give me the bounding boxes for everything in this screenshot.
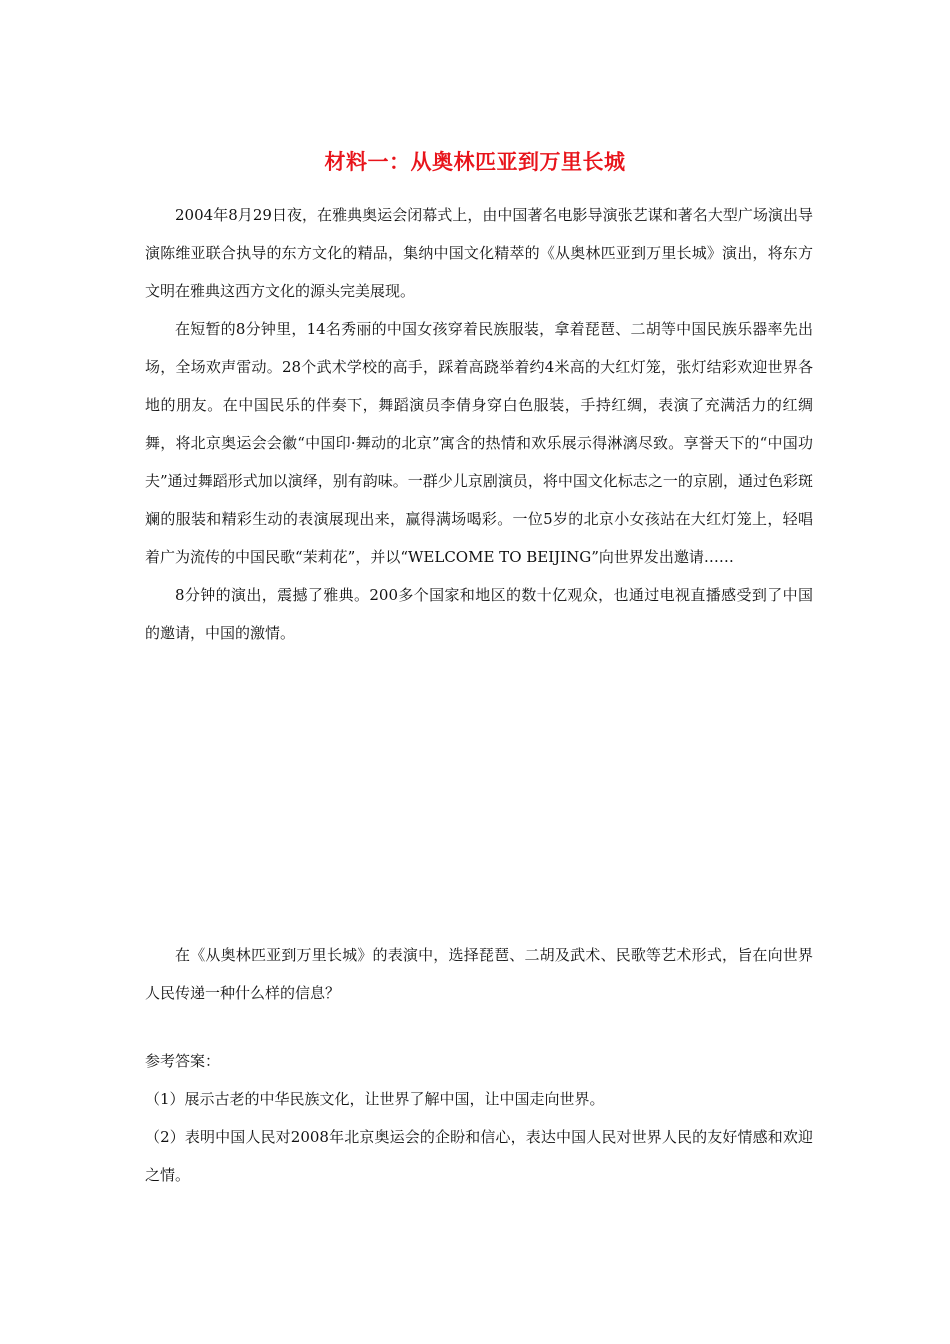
article-paragraph: 在短暂的8分钟里，14名秀丽的中国女孩穿着民族服装，拿着琵琶、二胡等中国民族乐器率先出场，全场欢声雷动。28个武术学校的高手，踩着高跷举着约4米高的大红灯笼，张灯结彩欢迎世界各地的朋友。在中国民乐的伴奏下，舞蹈演员李倩身穿白色服装，手持红绸，表演了充满活力的红绸舞，将北京奥运会会徽“中国印·舞动的北京”寓含的热情和欢乐展示得淋漓尽致。享誉天下的“中国功夫”通过舞蹈形式加以演绎，别有韵味。一群少儿京剧演员，将中国文化标志之一的京剧，通过色彩斑斓的服装和精彩生动的表演展现出来，赢得满场喝彩。一位5岁的北京小女孩站在大红灯笼上，轻唱着广为流传的中国民歌“茉莉花”，并以“WELCOME TO BEIJING”向世界发出邀请…… (145, 320, 813, 566)
article-body (145, 196, 813, 652)
question-block (145, 936, 813, 1012)
question-text: 在《从奥林匹亚到万里长城》的表演中，选择琵琶、二胡及武术、民歌等艺术形式，旨在向世界人民传递一种什么样的信息？ (145, 946, 813, 1002)
answer-block (145, 1042, 813, 1194)
answer-item: （2）表明中国人民对2008年北京奥运会的企盼和信心，表达中国人民对世界人民的友好情感和欢迎之情。 (145, 1128, 813, 1184)
answer-label: 参考答案： (145, 1052, 221, 1070)
answer-item: （1）展示古老的中华民族文化，让世界了解中国，让中国走向世界。 (145, 1090, 605, 1108)
article-paragraph: 8分钟的演出，震撼了雅典。200多个国家和地区的数十亿观众，也通过电视直播感受到了中国的邀请，中国的激情。 (145, 586, 813, 642)
article-paragraph: 2004年8月29日夜，在雅典奥运会闭幕式上，由中国著名电影导演张艺谋和著名大型广场演出导演陈维亚联合执导的东方文化的精品，集纳中国文化精萃的《从奥林匹亚到万里长城》演出，将东方文明在雅典这西方文化的源头完美展现。 (145, 206, 813, 300)
document-title: 材料一：从奥林匹亚到万里长城 (324, 150, 626, 174)
